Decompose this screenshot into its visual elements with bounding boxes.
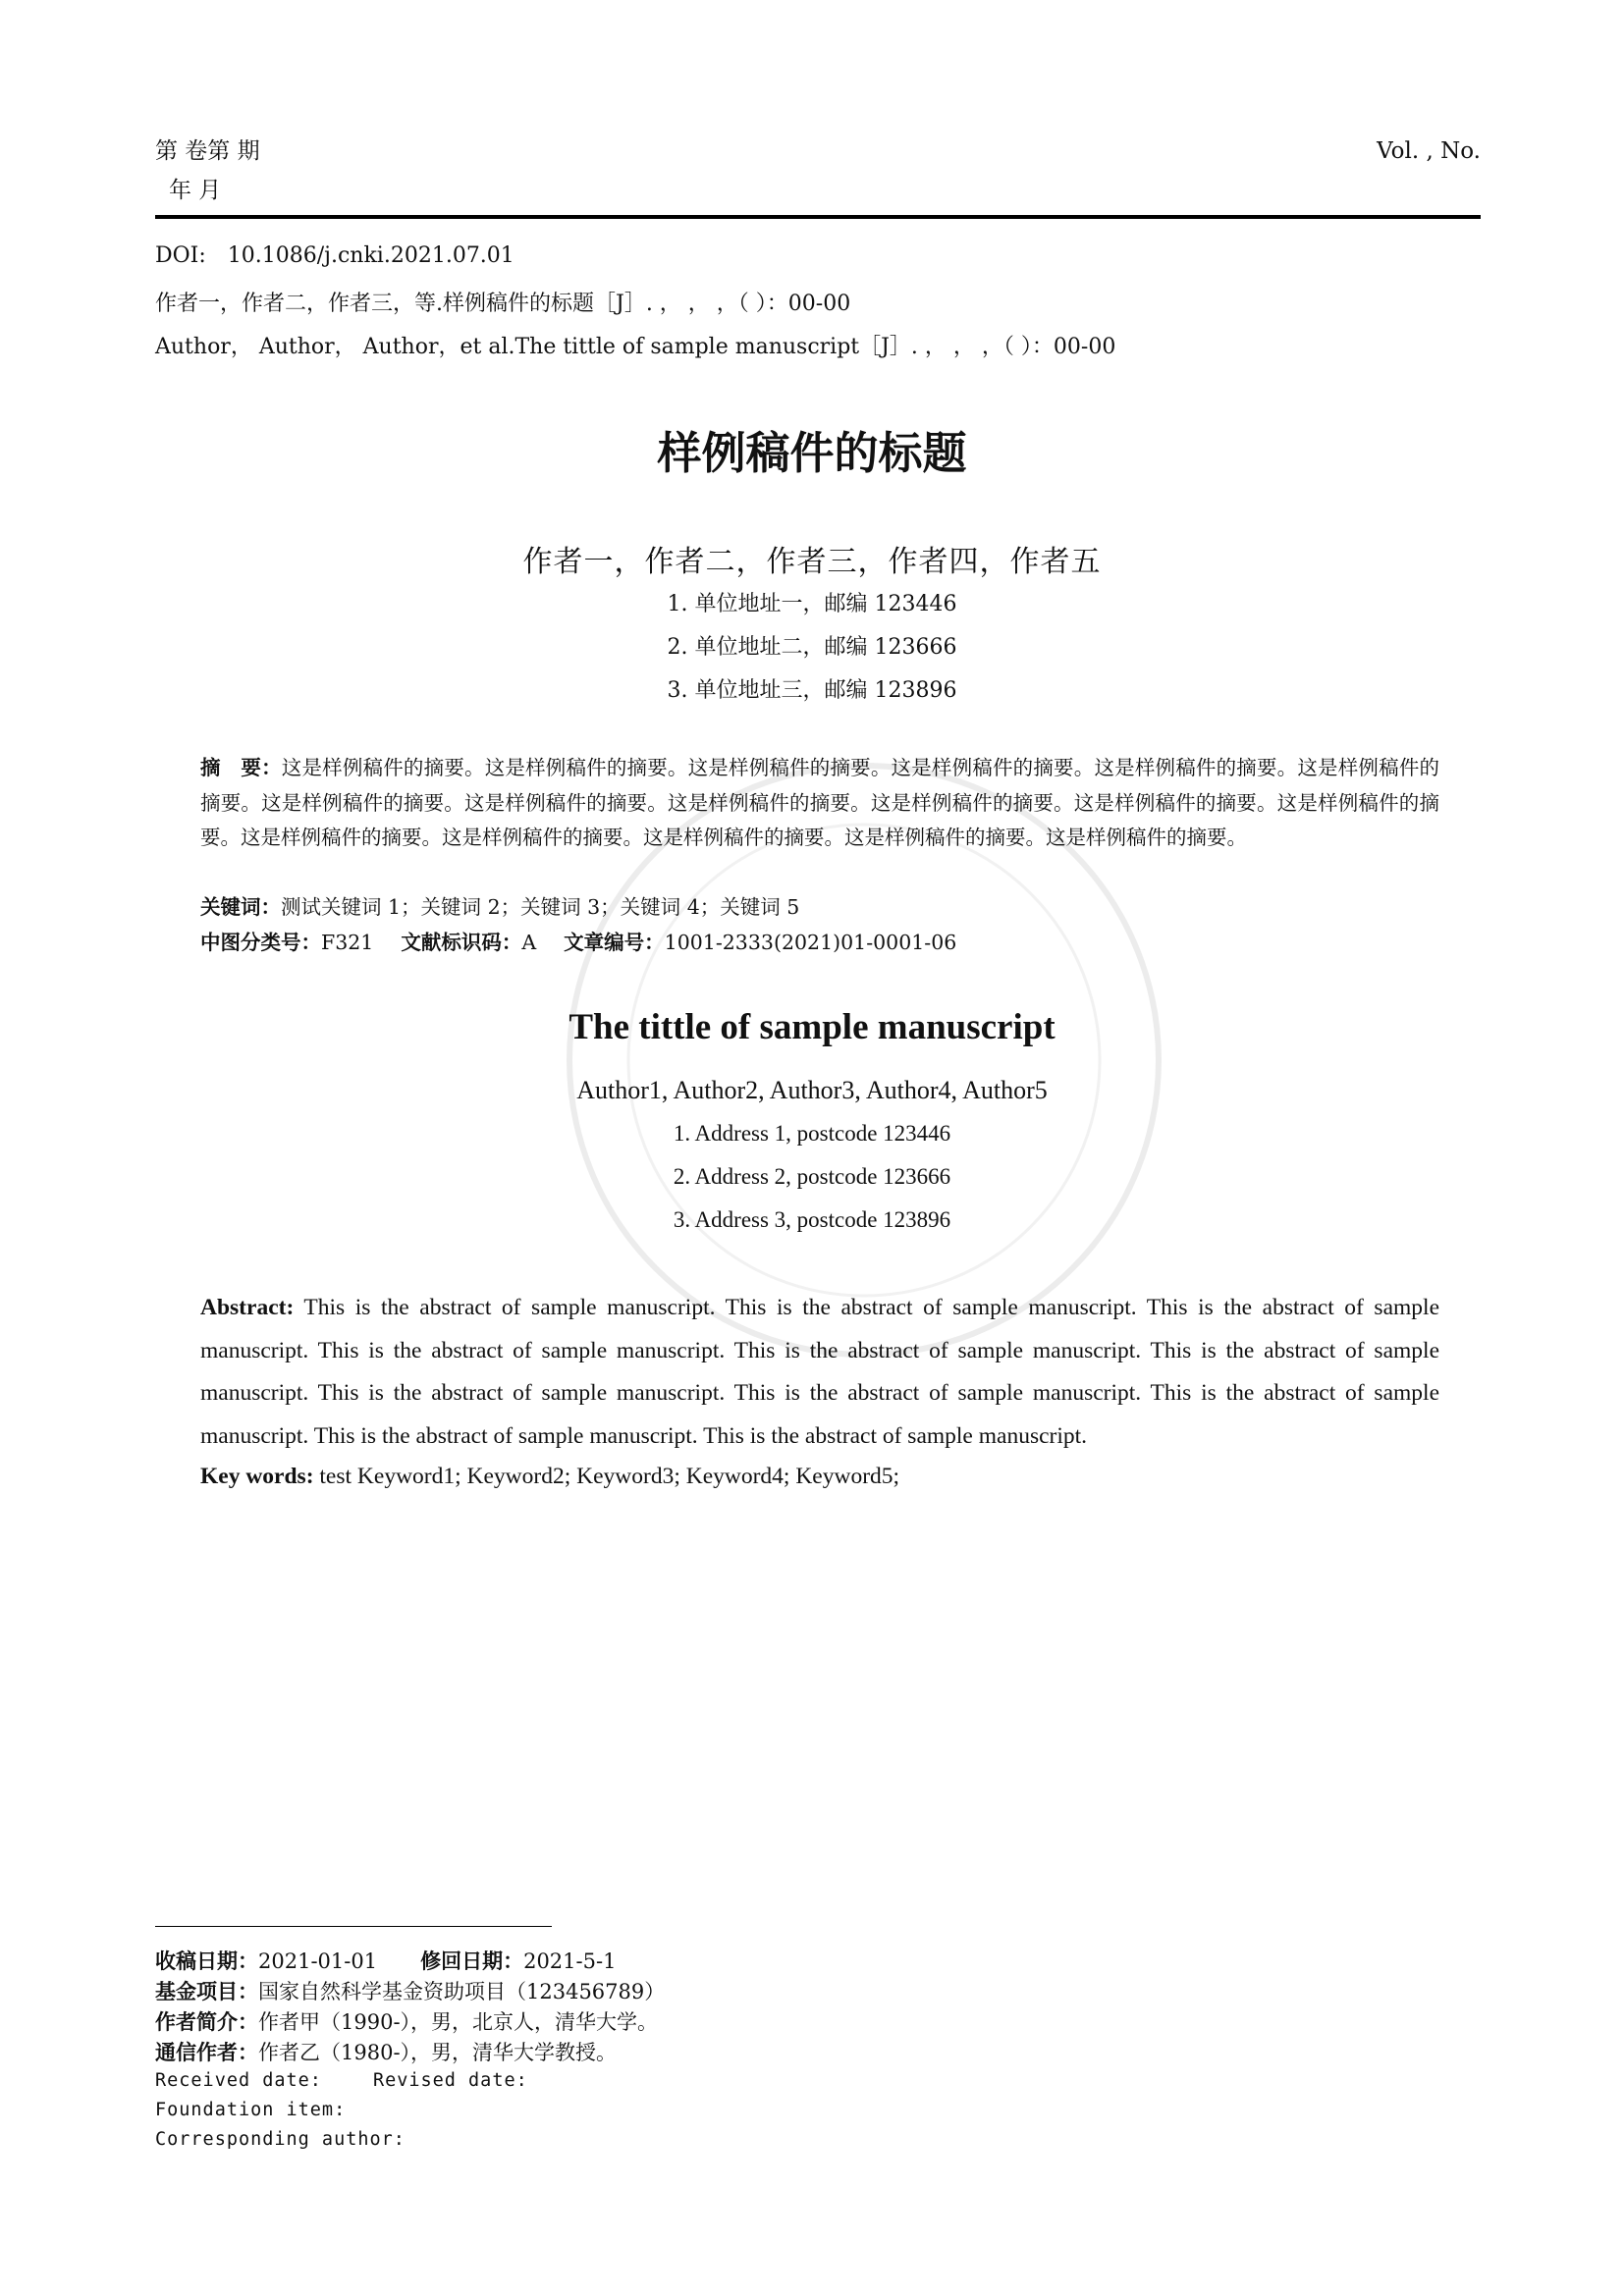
footnote-author-bio bbox=[155, 2006, 658, 2036]
affiliation-en-2: 2. Address 2, postcode 123666 bbox=[673, 1164, 951, 1189]
doi-value: 10.1086/j.cnki.2021.07.01 bbox=[227, 243, 514, 268]
classification-line bbox=[200, 926, 1439, 959]
footnote-foundation-en: Foundation item: bbox=[155, 2100, 347, 2120]
doi-label: DOI: bbox=[155, 243, 206, 268]
affiliation-cn-3: 3. 单位地址三，邮编 123896 bbox=[667, 678, 957, 703]
abstract-en bbox=[200, 1287, 1439, 1458]
revised-en: Revised date: bbox=[372, 2070, 528, 2091]
fund-label: 基金项目： bbox=[155, 1980, 258, 2003]
citation-cn: 作者一，作者二，作者三，等.样例稿件的标题［J］. ， ， ，（ ）：00-00 bbox=[155, 292, 851, 316]
footnote-dates-en bbox=[155, 2070, 528, 2091]
corr-label: 通信作者： bbox=[155, 2041, 258, 2064]
doc-code-value: A bbox=[521, 931, 537, 954]
doi-line bbox=[155, 243, 514, 268]
abstract-en-label: Abstract: bbox=[200, 1295, 295, 1320]
abstract-cn-label: 摘 要： bbox=[200, 756, 282, 779]
doc-code-label: 文献标识码： bbox=[401, 931, 522, 954]
title-en: The tittle of sample manuscript bbox=[568, 1007, 1056, 1047]
article-no-value: 1001-2333(2021)01-0001-06 bbox=[664, 931, 957, 954]
footnote-fund bbox=[155, 1976, 665, 2005]
affiliation-cn-1: 1. 单位地址一，邮编 123446 bbox=[667, 592, 957, 616]
keywords-en bbox=[200, 1459, 1439, 1494]
fund-value: 国家自然科学基金资助项目（123456789） bbox=[258, 1980, 666, 2003]
header-volume: Vol. , No. bbox=[1377, 138, 1481, 164]
abstract-en-text: This is the abstract of sample manuscript. This is the abstract of sample manuscript. This is the abstract of sample manuscript. This is the abstract of sample manuscript. This is the abstract of sample manuscript. This is the abstract of sample manuscript. This is the abstract of sample manuscript. This is the abstract of sample manuscript. This is the abstract of sample manuscript. This is the abstract of sample manuscript. This is the abstract of sample manuscript. bbox=[200, 1295, 1439, 1449]
revised-value: 2021-5-1 bbox=[523, 1949, 617, 1973]
abstract-cn bbox=[200, 751, 1439, 856]
keywords-cn-label: 关键词： bbox=[200, 895, 281, 919]
keywords-en-label: Key words: bbox=[200, 1464, 314, 1489]
header-date: 年 月 bbox=[169, 178, 222, 203]
clc-label: 中图分类号： bbox=[200, 931, 321, 954]
bio-value: 作者甲（1990-），男，北京人，清华大学。 bbox=[258, 2010, 659, 2034]
article-no-label: 文章编号： bbox=[564, 931, 665, 954]
header-issue: 第 卷第 期 bbox=[155, 138, 260, 164]
citation-en: Author， Author， Author，et al.The tittle of sample manuscript［J］. ， ， ，（ ）：00-00 bbox=[155, 335, 1116, 359]
keywords-en-text: test Keyword1; Keyword2; Keyword3; Keyword4; Keyword5; bbox=[319, 1464, 900, 1489]
authors-cn: 作者一，作者二，作者三，作者四，作者五 bbox=[522, 545, 1102, 579]
corr-value: 作者乙（1980-），男，清华大学教授。 bbox=[258, 2041, 618, 2064]
clc-value: F321 bbox=[321, 931, 374, 954]
footnote-rule bbox=[155, 1926, 552, 1927]
footnote-dates bbox=[155, 1946, 616, 1975]
bio-label: 作者简介： bbox=[155, 2010, 258, 2034]
header-rule bbox=[155, 215, 1481, 219]
affiliation-cn-2: 2. 单位地址二，邮编 123666 bbox=[667, 635, 957, 660]
authors-en: Author1, Author2, Author3, Author4, Author5 bbox=[576, 1076, 1048, 1104]
footnote-corresponding bbox=[155, 2037, 617, 2066]
footnote-corresponding-en: Corresponding author: bbox=[155, 2129, 406, 2150]
title-cn: 样例稿件的标题 bbox=[657, 427, 967, 479]
keywords-cn bbox=[200, 890, 1439, 924]
received-en: Received date: bbox=[155, 2070, 322, 2091]
keywords-cn-text: 测试关键词 1；关键词 2；关键词 3；关键词 4；关键词 5 bbox=[281, 895, 800, 919]
affiliation-en-1: 1. Address 1, postcode 123446 bbox=[673, 1121, 951, 1146]
affiliation-en-3: 3. Address 3, postcode 123896 bbox=[673, 1207, 951, 1232]
revised-label: 修回日期： bbox=[420, 1949, 524, 1973]
received-label: 收稿日期： bbox=[155, 1949, 258, 1973]
received-value: 2021-01-01 bbox=[258, 1949, 378, 1973]
abstract-cn-text: 这是样例稿件的摘要。这是样例稿件的摘要。这是样例稿件的摘要。这是样例稿件的摘要。这是样例稿件的摘要。这是样例稿件的摘要。这是样例稿件的摘要。这是样例稿件的摘要。这是样例稿件的摘要。这是样例稿件的摘要。这是样例稿件的摘要。这是样例稿件的摘要。这是样例稿件的摘要。这是样例稿件的摘要。这是样例稿件的摘要。这是样例稿件的摘要。这是样例稿件的摘要。 bbox=[200, 756, 1440, 849]
